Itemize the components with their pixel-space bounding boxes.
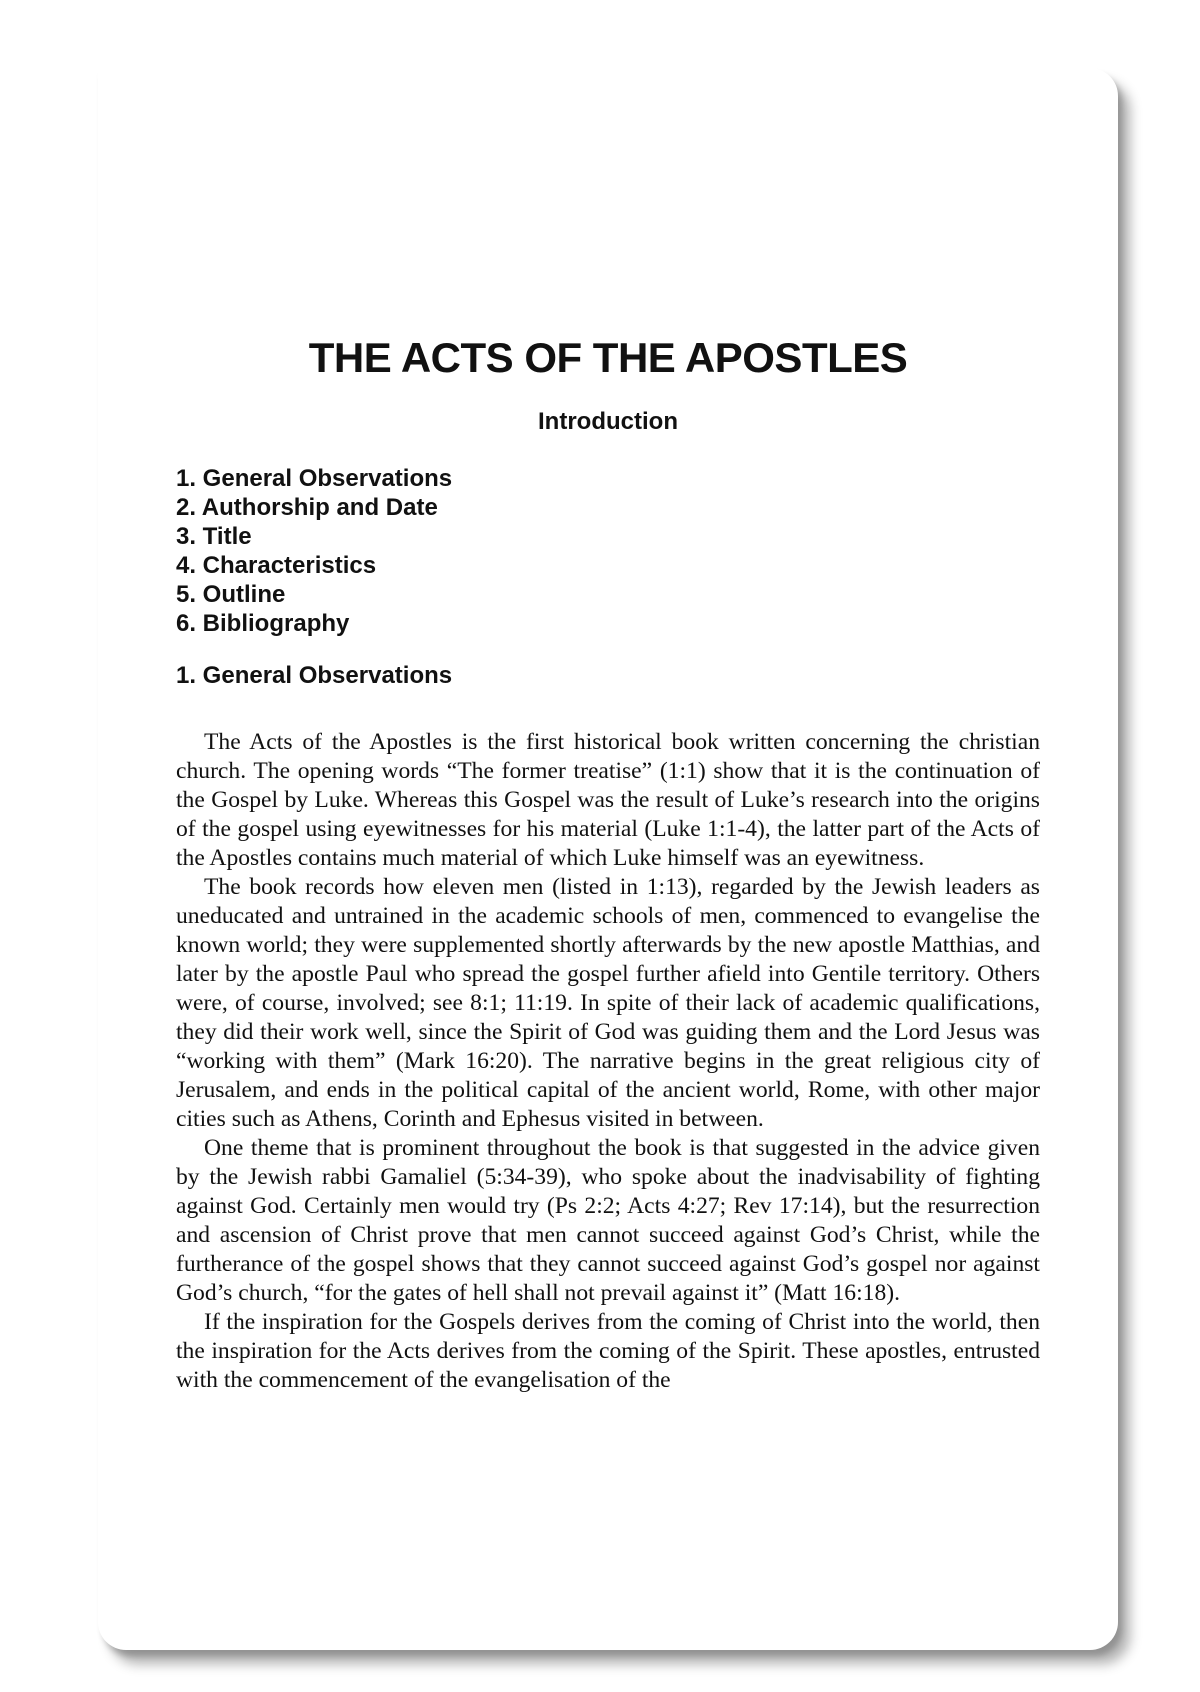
toc-item: 5. Outline bbox=[176, 581, 286, 608]
toc-item: 2. Authorship and Date bbox=[176, 494, 438, 521]
paragraph: One theme that is prominent throughout the book is that suggested in the advice given by the Jewish rabbi Gamaliel (5:34-39), who spoke about the inadvisability of fighting against God. Certainly men would try (Ps 2:2; Acts 4:27; Rev 17:14), but the resurrection and ascension of Christ prove that men cannot succeed against God’s Christ, while the furtherance of the gospel shows that they cannot succeed against God’s gospel nor against God’s church, “for the gates of hell shall not prevail against it” (Matt 16:18). bbox=[176, 1135, 1040, 1306]
paragraph: If the inspiration for the Gospels derives from the coming of Christ into the world, then the inspiration for the Acts derives from the coming of the Spirit. These apostles, entrusted with the commencement of the evangelisation of the bbox=[176, 1309, 1040, 1393]
toc-item: 6. Bibliography bbox=[176, 610, 350, 637]
paragraph: The Acts of the Apostles is the first historical book written concerning the christian church. The opening words “The former treatise” (1:1) show that it is the continuation of the Gospel by Luke. Whereas this Gospel was the result of Luke’s research into the origins of the gospel using eyewitnesses for his material (Luke 1:1-4), the latter part of the Acts of the Apostles contains much material of which Luke himself was an eyewitness. bbox=[176, 729, 1040, 871]
body-text bbox=[176, 728, 1040, 1395]
book-page bbox=[98, 68, 1118, 1650]
page-subtitle: Introduction bbox=[538, 408, 678, 435]
table-of-contents bbox=[176, 464, 452, 638]
section-heading: 1. General Observations bbox=[176, 662, 453, 689]
page-title: THE ACTS OF THE APOSTLES bbox=[308, 334, 908, 381]
paragraph: The book records how eleven men (listed in 1:13), regarded by the Jewish leaders as uneducated and untrained in the academic schools of men, commenced to evangelise the known world; they were supplemented shortly afterwards by the new apostle Matthias, and later by the apostle Paul who spread the gospel further afield into Gentile territory. Others were, of course, involved; see 8:1; 11:19. In spite of their lack of academic qualifications, they did their work well, since the Spirit of God was guiding them and the Lord Jesus was “working with them” (Mark 16:20). The narrative begins in the great religious city of Jerusalem, and ends in the political capital of the ancient world, Rome, with other major cities such as Athens, Corinth and Ephesus visited in between. bbox=[176, 874, 1040, 1132]
toc-item: 1. General Observations bbox=[176, 465, 453, 492]
toc-item: 3. Title bbox=[176, 523, 252, 550]
toc-item: 4. Characteristics bbox=[176, 552, 377, 579]
